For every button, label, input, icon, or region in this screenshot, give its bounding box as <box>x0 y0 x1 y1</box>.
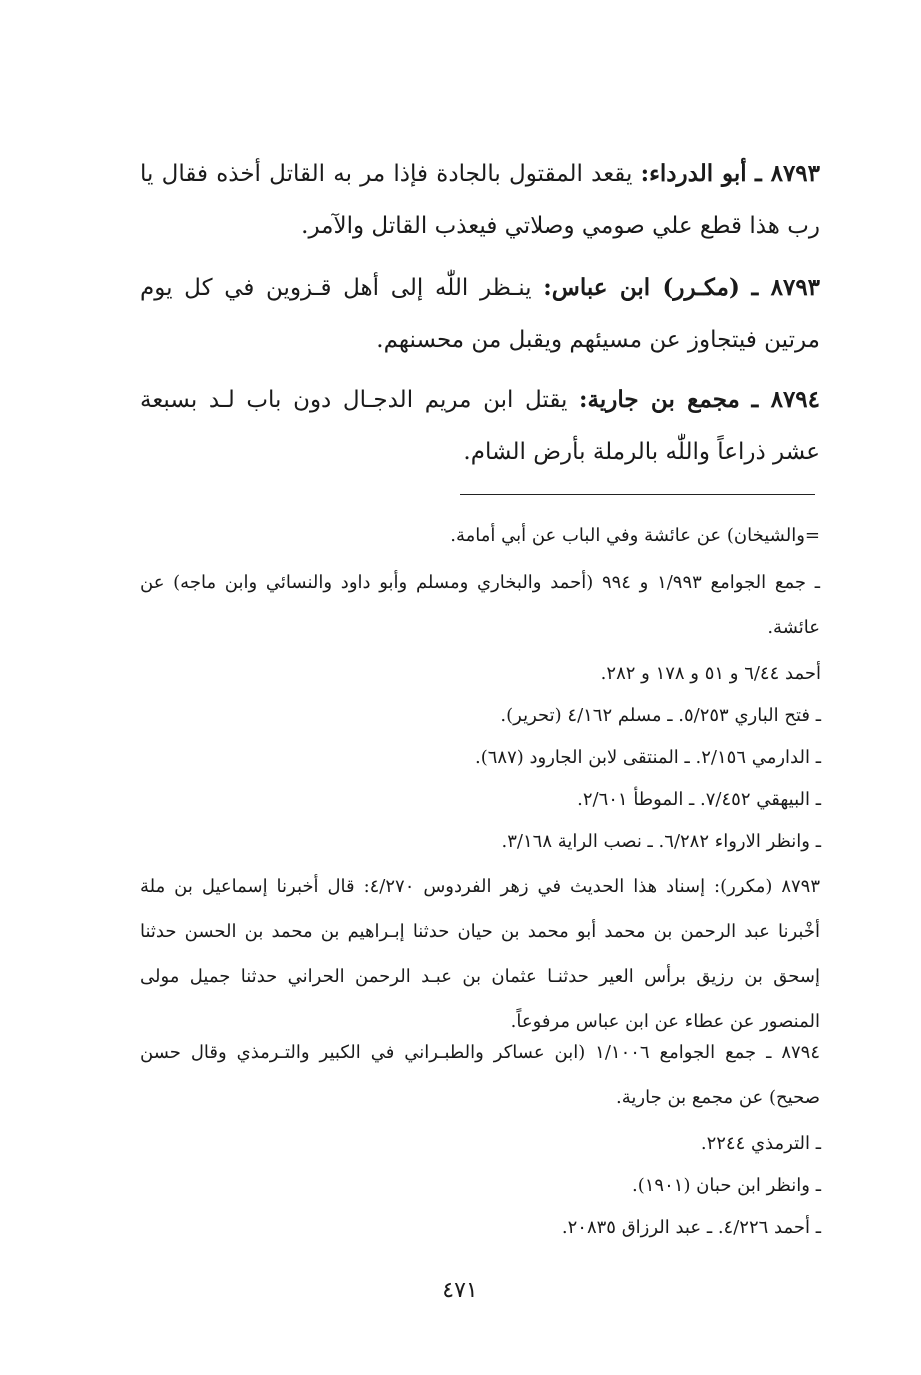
page-number: ٤٧١ <box>442 1278 478 1303</box>
entry-number: ٨٧٩٣ ـ <box>751 274 821 301</box>
entry-narrator: أبو الدرداء: <box>640 160 747 187</box>
entry-text: يقتل ابن مريم الدجـال دون باب لـد بسبعة عشر ذراعاً واللّٰه بالرملة بأرض الشام. <box>140 387 820 465</box>
entry-text: ينـظر اللّٰه إلى أهل قـزوين في كل يوم مرتين فيتجاوز عن مسيئهم ويقبل من محسنهم. <box>140 275 820 353</box>
footnote-divider <box>460 494 815 495</box>
hadith-entry-8793 <box>140 148 820 252</box>
entry-number: ٨٧٩٣ ـ <box>754 160 821 187</box>
footnote-line: ـ البيهقي ٧/٤٥٢. ـ الموطأ ٢/٦٠١. <box>577 789 821 810</box>
hadith-entry-8793-repeat <box>140 262 820 366</box>
footnote-line: ـ وانظر ابن حبان (١٩٠١). <box>632 1175 821 1196</box>
entry-text: يقعد المقتول بالجادة فإذا مر به القاتل أخذه فقال يا رب هذا قطع علي صومي وصلاتي فيعذب القاتل والآمر. <box>140 161 820 239</box>
footnote-line: ـ جمع الجوامع ١/٩٩٣ و ٩٩٤ (أحمد والبخاري ومسلم وأبو داود والنسائي وابن ماجه) عن عائشة. <box>140 572 820 638</box>
entry-narrator: (مكـرر) ابن عباس: <box>543 274 740 301</box>
entry-narrator: مجمع بن جارية: <box>579 386 740 413</box>
footnote-line: أحمد ٦/٤٤ و ٥١ و ١٧٨ و ٢٨٢. <box>600 663 821 684</box>
footnote-paragraph: ٨٧٩٣ (مكرر): إسناد هذا الحديث في زهر الفردوس ٤/٢٧٠: قال أخبرنا إسماعيل بن ملة أخْبرنا عبد الرحمن بن محمد أبو محمد بن حيان حدثنا إبـراهيم بن محمد بن الحسن حدثنا إسحق بن رزيق برأس العير حدثنـا عثمان بن عبـد الرحمن الحراني حدثنا جميل مولى المنصور عن عطاء عن ابن عباس مرفوعاً. <box>140 876 820 1032</box>
footnote-line: ـ وانظر الارواء ٦/٢٨٢. ـ نصب الراية ٣/١٦٨. <box>501 831 821 852</box>
hadith-entry-8794 <box>140 374 820 478</box>
entry-number: ٨٧٩٤ ـ <box>751 386 821 413</box>
footnote-paragraph: ٨٧٩٤ ـ جمع الجوامع ١/١٠٠٦ (ابن عساكر والطبـراني في الكبير والتـرمذي وقال حسن صحيح) عن مجمع بن جارية. <box>140 1042 821 1108</box>
footnote-line: ـ فتح الباري ٥/٢٥٣. ـ مسلم ٤/١٦٢ (تحرير). <box>500 705 821 726</box>
footnote-line: ـ الترمذي ٢٢٤٤. <box>700 1133 821 1154</box>
footnote-line: ـ أحمد ٤/٢٢٦. ـ عبد الرزاق ٢٠٨٣٥. <box>561 1217 821 1238</box>
footnote-line: ـ الدارمي ٢/١٥٦. ـ المنتقى لابن الجارود (٦٨٧). <box>475 747 821 768</box>
footnote-line: =والشيخان) عن عائشة وفي الباب عن أبي أمامة. <box>450 525 820 546</box>
